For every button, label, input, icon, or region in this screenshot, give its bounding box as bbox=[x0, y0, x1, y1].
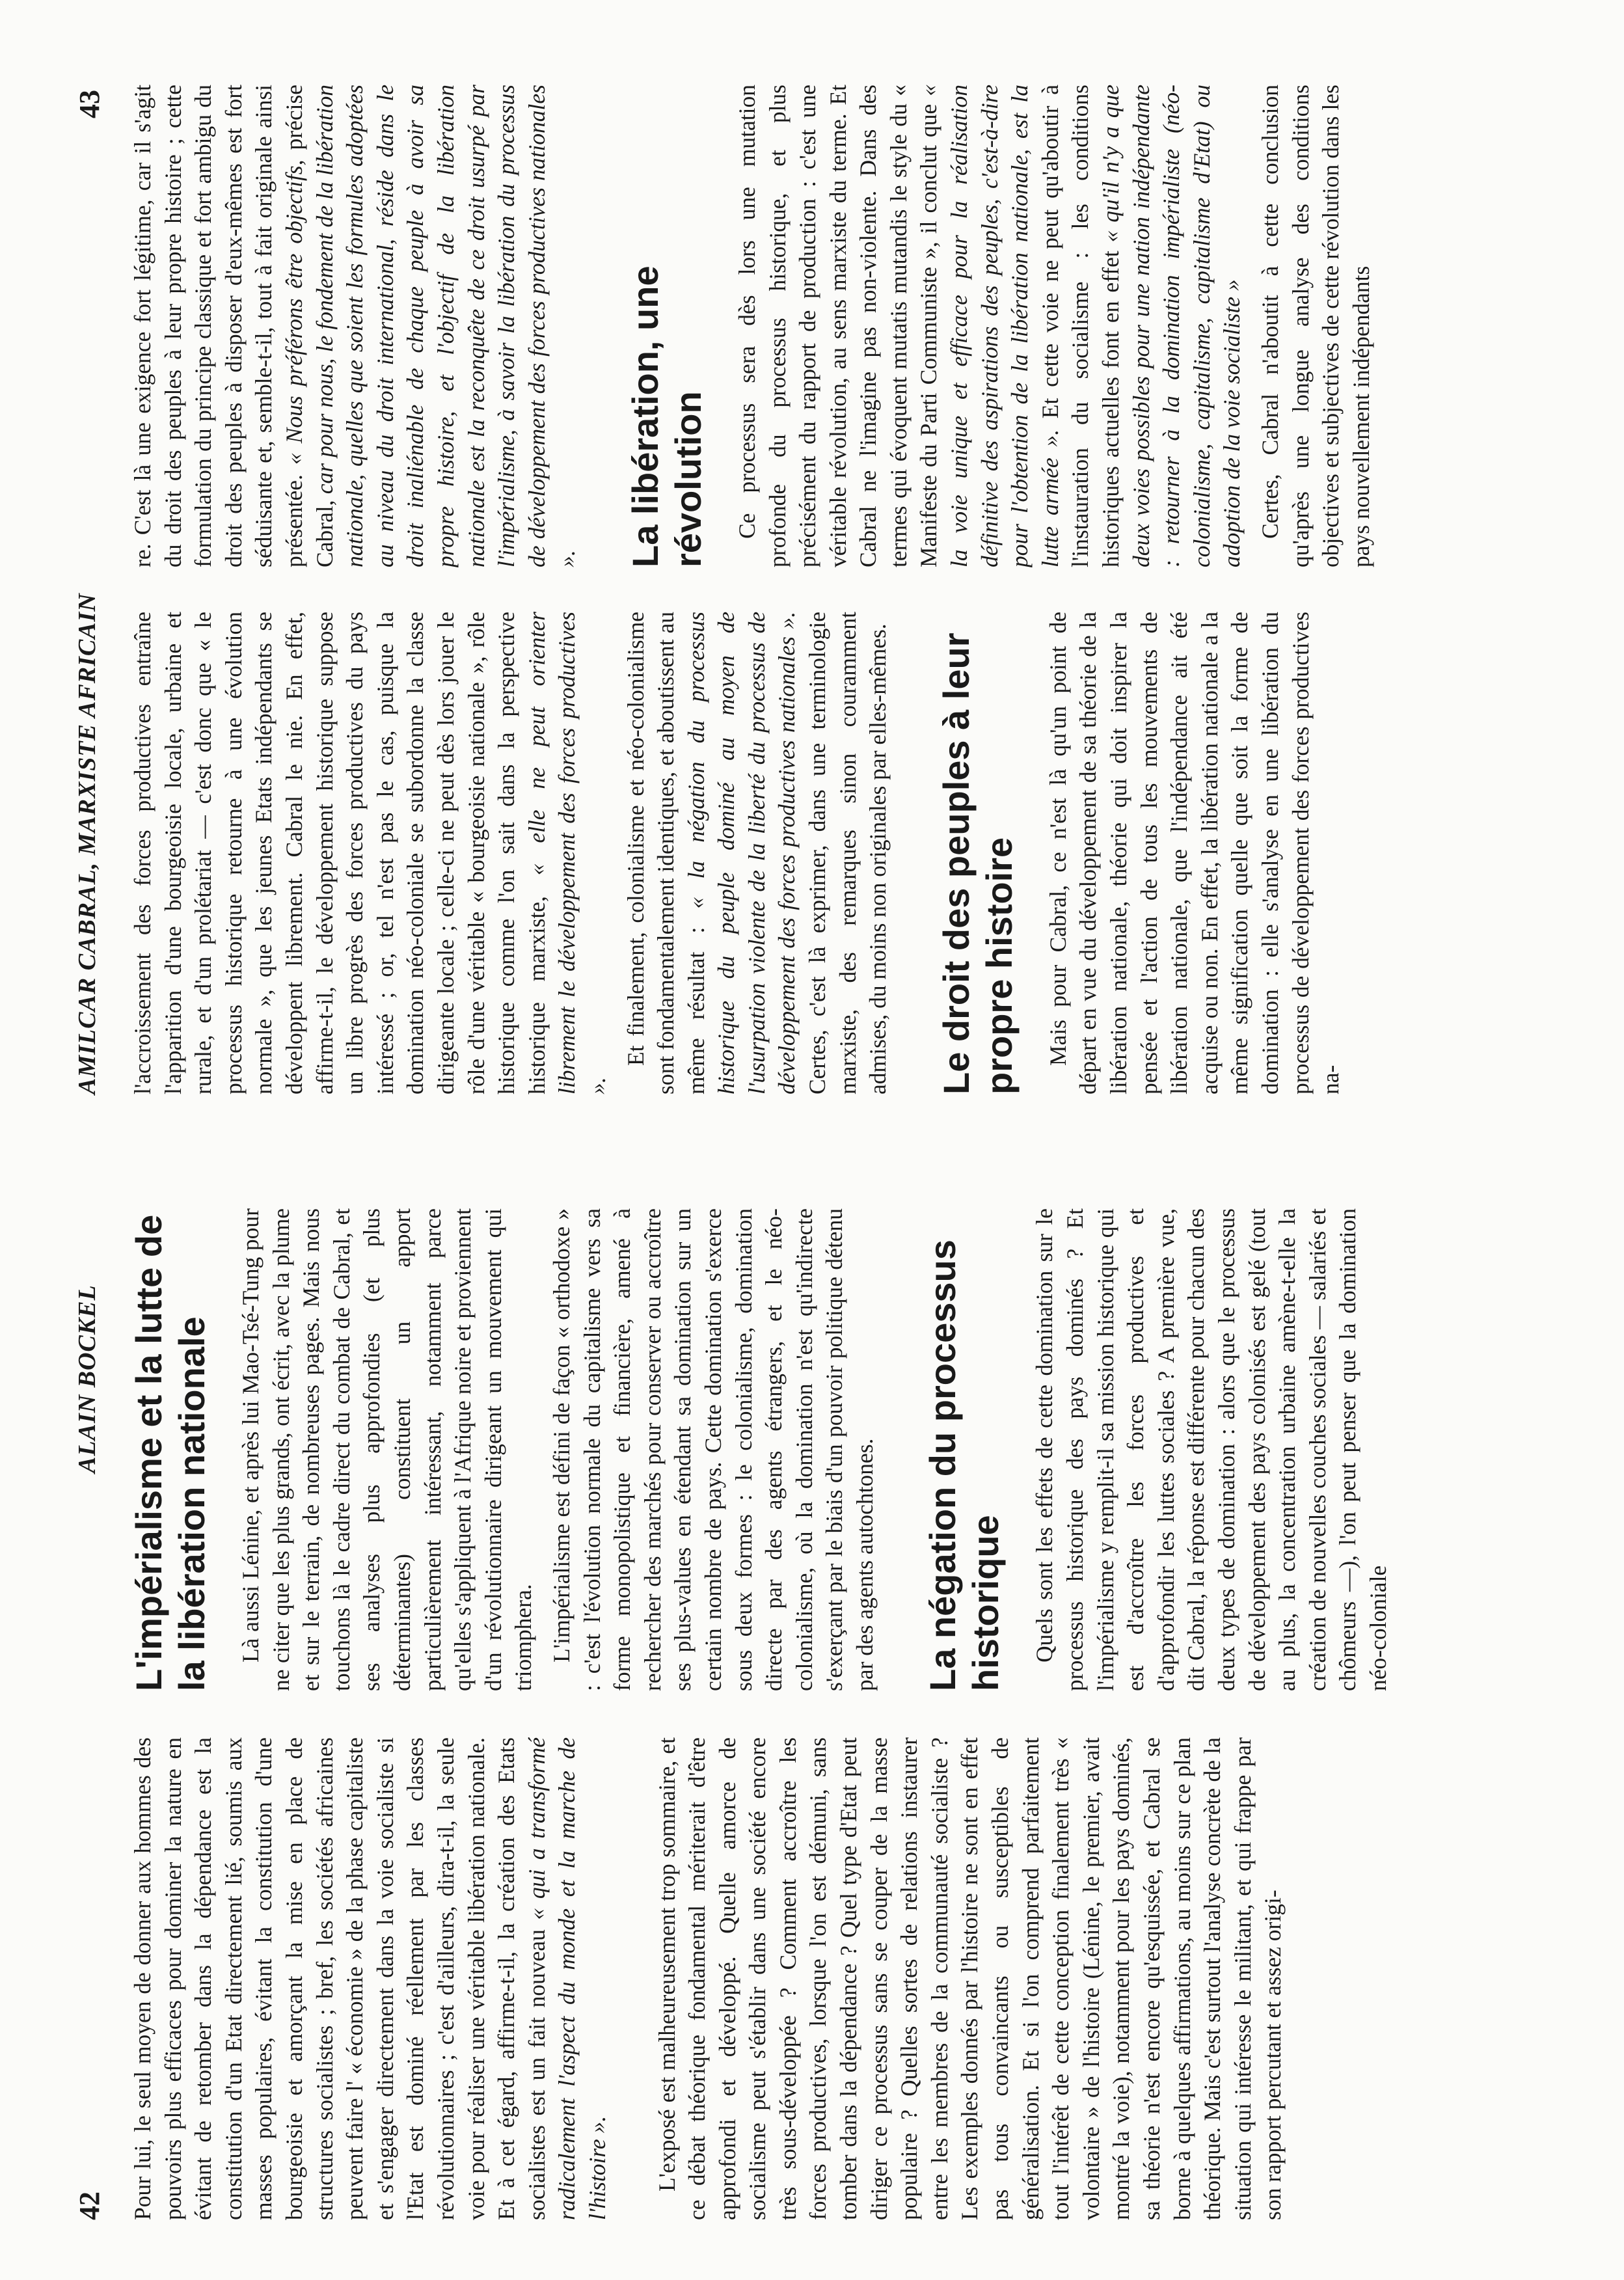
paragraph: Pour lui, le seul moyen de donner aux hommes des pouvoirs plus efficaces pour dominer la nature en évitant de retomber dans la dépendance est la constitution d'un Etat directement lié, soumis aux masses populaires, évitant la constitution d'une bourgeoisie et amorçant la mise en place de structures socialistes ; bref, les sociétés africaines peuvent faire l' « économie » de la phase capitaliste et s'engager directement dans la voie socialiste si l'Etat est dominé réellement par les classes révolutionnaires ; c'est d'ailleurs, dira-t-il, la seule voie pour réaliser une véritable libération nationale. Et à cet égard, affirme-t-il, la création des Etats socialistes est un fait nouveau « qui a transformé radicalement l'aspect du monde et la marche de l'histoire ». bbox=[129, 1737, 610, 2220]
left-page bbox=[0, 1140, 1624, 2280]
text-column bbox=[128, 85, 1585, 567]
paragraph: Et finalement, colonialisme et néo-colonialisme sont fondamentalement identiques, et aboutissent au même résultat : « la négation du processus historique du peuple dominé au moyen de l'usurpation violente de la liberté du processus de développement des forces productives nationales ». Certes, c'est là exprimer, dans une terminologie marxiste, des remarques sinon couramment admises, du moins non originales par elles-mêmes. bbox=[622, 612, 891, 1094]
text-column bbox=[128, 1737, 1585, 2220]
paragraph: l'accroissement des forces productives entraîne l'apparition d'une bourgeoisie locale, urbaine et rurale, et d'un prolétariat — c'est donc que « le processus historique retourne à une évolution normale », que les jeunes Etats indépendants se développent librement. Cabral le nie. En effet, affirme-t-il, le développement historique suppose un libre progrès des forces productives du pays intéressé ; or, tel n'est pas le cas, puisque la domination néo-coloniale se subordonne la classe dirigeante locale ; celle-ci ne peut dès lors jouer le rôle d'une véritable « bourgeoisie nationale », rôle historique comme l'on sait dans la perspective historique marxiste, « elle ne peut orienter librement le développement des forces productives ». bbox=[129, 612, 610, 1094]
section-heading: La négation du processus historique bbox=[922, 1240, 1007, 1691]
page-number: 43 bbox=[74, 90, 105, 118]
section-heading: La libération, une révolution bbox=[624, 265, 709, 567]
paragraph: L'exposé est malheureusement trop sommaire, et ce débat théorique fondamental mériterait d'être approfondi et développé. Quelle amorce de socialisme peut s'établir dans une société encore très sous-développée ? Comment accroître les forces productives, lorsque l'on est démuni, sans tomber dans la dépendance ? Quel type d'Etat peut diriger ce processus sans se couper de la masse populaire ? Quelles sortes de relations instaurer entre les membres de la communauté socialiste ? Les exemples donnés par l'histoire ne sont en effet pas tous convaincants ou susceptibles de généralisation. Et si l'on comprend parfaitement tout l'intérêt de cette conception finalement très « volontaire » de l'histoire (Lénine, le premier, avait montré la voie), notamment pour les pays dominés, sa théorie n'est encore qu'esquissée, et Cabral se borne à quelques affirmations, au moins sur ce plan théorique. Mais c'est surtout l'analyse concrète de la situation qui intéresse le militant, et qui frappe par son rapport percutant et assez origi- bbox=[653, 1737, 1286, 2220]
text-column bbox=[128, 1208, 1585, 1691]
running-head: ALAIN BOCKEL bbox=[74, 1284, 101, 1473]
paragraph: Certes, Cabral n'aboutit à cette conclusion qu'après une longue analyse des conditions objectives et subjectives de cette révolution dans les pays nouvellement indépendants bbox=[1257, 85, 1374, 567]
paragraph: Ce processus sera dès lors une mutation profonde du processus historique, et plus précisément du rapport de production : c'est une véritable révolution, au sens marxiste du terme. Et Cabral ne l'imagine pas non-violente. Dans des termes qui évoquent mutatis mutandis le style du « Manifeste du Parti Communiste », il conclut que « la voie unique et efficace pour la réalisation définitive des aspirations des peuples, c'est-à-dire pour l'obtention de la libération nationale, est la lutte armée ». Et cette voie ne peut qu'aboutir à l'instauration du socialisme : les conditions historiques actuelles font en effet « qu'il n'y a que deux voies possibles pour une nation indépendante : retourner à la domination impérialiste (néo-colonialisme, capitalisme, capitalisme d'Etat) ou adoption de la voie socialiste » bbox=[733, 85, 1245, 567]
paragraph: L'impérialisme est défini de façon « orthodoxe » : c'est l'évolution normale du capitalisme vers sa forme monopolistique et financière, amené à rechercher des marchés pour conserver ou accroître ses plus-values en étendant sa domination sur un certain nombre de pays. Cette domination s'exerce sous deux formes : le colonialisme, domination directe par des agents étrangers, et le néo-colonialisme, où la domination n'est qu'indirecte s'exerçant par le biais d'un pouvoir politique détenu par des agents autochtones. bbox=[548, 1208, 878, 1691]
section-heading: L'impérialisme et la lutte de la libération nationale bbox=[128, 1214, 212, 1691]
paragraph: Là aussi Lénine, et après lui Mao-Tsé-Tung pour ne citer que les plus grands, ont écrit, avec la plume et sur le terrain, de nombreuses pages. Mais nous touchons là le cadre direct du combat de Cabral, et ses analyses plus approfondies (et plus déterminantes) constituent un apport particulièrement intéressant, notamment parce qu'elles s'appliquent à l'Afrique noire et proviennent d'un révolutionnaire dirigeant un mouvement qui triomphera. bbox=[237, 1208, 537, 1691]
paragraph: re. C'est là une exigence fort légitime, car il s'agit du droit des peuples à leur propre histoire ; cette formulation du principe classique et fort ambigu du droit des peuples à disposer d'eux-mêmes est fort séduisante et, semble-t-il, tout à fait originale ainsi présentée. « Nous préférons être objectifs, précise Cabral, car pour nous, le fondement de la libération nationale, quelles que soient les formules adoptées au niveau du droit international, réside dans le droit inaliénable de chaque peuple à avoir sa propre histoire, et l'objectif de la libération nationale est la reconquête de ce droit usurpé par l'impérialisme, à savoir la libération du processus de développement des forces productives nationales ». bbox=[129, 85, 580, 567]
page-number: 42 bbox=[74, 2192, 105, 2220]
section-heading: Le droit des peuples à leur propre histoire bbox=[935, 632, 1020, 1094]
paragraph: Mais pour Cabral, ce n'est là qu'un point de départ en vue du développement de sa théorie de la libération nationale, théorie qui doit inspirer la pensée et l'action de tous les mouvements de libération nationale, que l'indépendance ait été acquise ou non. En effet, la libération nationale a la même signification quelle que soit la forme de domination : elle s'analyse en une libération du processus de développement des forces productives na- bbox=[1044, 612, 1344, 1094]
text-column bbox=[128, 612, 1585, 1094]
paragraph: Quels sont les effets de cette domination sur le processus historique des pays dominés ? Et l'impérialisme y remplit-il sa mission historique qui est d'accroître les forces productives et d'approfondir les luttes sociales ? A première vue, dit Cabral, la réponse est différente pour chacun des deux types de domination : alors que le processus de développement des pays colonisés est gelé (tout au plus, la concentration urbaine amène-t-elle la création de nouvelles couches sociales — salariés et chômeurs —), l'on peut penser que la domination néo-coloniale bbox=[1031, 1208, 1391, 1691]
running-head: AMILCAR CABRAL, MARXISTE AFRICAIN bbox=[74, 593, 101, 1094]
